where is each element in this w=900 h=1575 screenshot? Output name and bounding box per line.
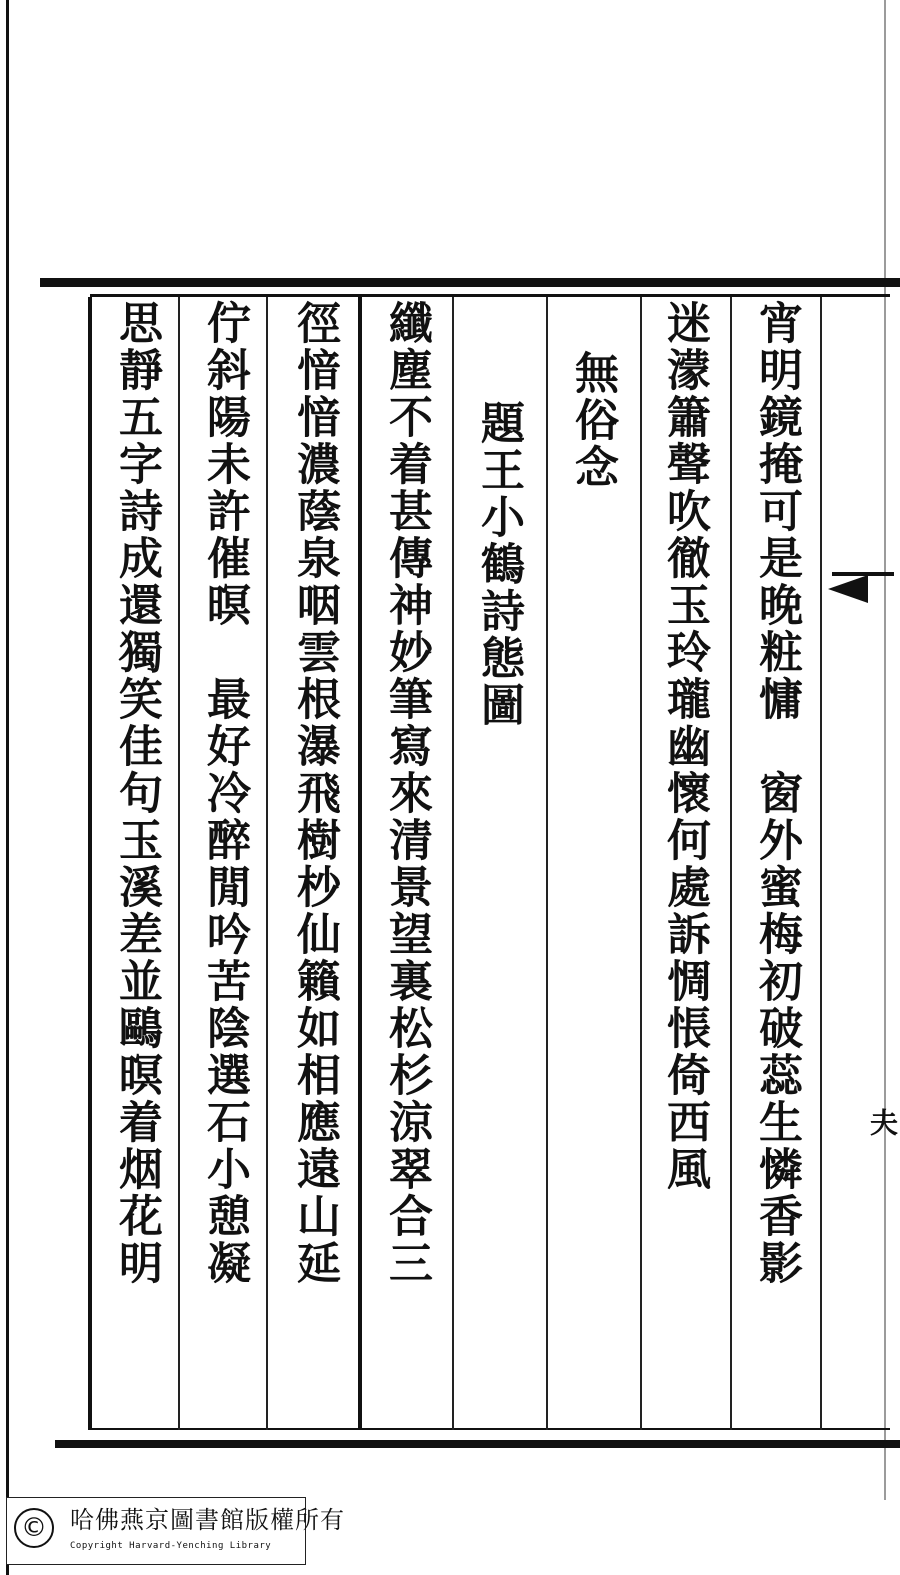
bottom-border-rule bbox=[55, 1440, 900, 1448]
frame-right-line bbox=[820, 297, 822, 1430]
bottom-inner-rule bbox=[90, 1428, 890, 1430]
text-column-6: 徑愔愔濃蔭泉咽雲根瀑飛樹杪仙籟如相應遠山延 bbox=[289, 300, 340, 1287]
column-divider bbox=[546, 297, 548, 1430]
column-divider bbox=[178, 297, 180, 1430]
text-column-1: 宵明鏡掩可是晚粧慵 窗外蜜梅初破蕊生憐香影 bbox=[751, 300, 802, 1287]
text-column-title-poem: 題王小鶴詩態圖 bbox=[473, 400, 524, 729]
column-divider bbox=[266, 297, 268, 1430]
margin-character: 夫 bbox=[866, 1108, 899, 1136]
column-divider bbox=[358, 297, 362, 1430]
column-divider bbox=[730, 297, 732, 1430]
right-edge bbox=[884, 0, 886, 1500]
text-column-8: 思靜五字詩成還獨笑佳句玉溪差並鷗暝着烟花明 bbox=[111, 300, 162, 1287]
copyright-chinese: 哈佛燕京圖書館版權所有 bbox=[70, 1506, 345, 1534]
text-column-title-wu-su-nian: 無俗念 bbox=[567, 350, 618, 491]
top-inner-rule bbox=[90, 294, 890, 297]
fold-tab-rule bbox=[832, 572, 894, 576]
frame-left-line bbox=[88, 297, 92, 1430]
column-divider bbox=[640, 297, 642, 1430]
column-divider bbox=[452, 297, 454, 1430]
text-column-7: 佇斜陽未許催暝 最好冷醉閒吟苦陰選石小憩凝 bbox=[199, 300, 250, 1287]
fold-tab-mark bbox=[828, 575, 868, 603]
copyright-icon: © bbox=[14, 1508, 54, 1548]
binding-edge bbox=[6, 0, 9, 1575]
text-column-2: 迷濛簫聲吹徹玉玲瓏幽懷何處訴惆悵倚西風 bbox=[659, 300, 710, 1193]
text-column-5: 纖塵不着甚傳神妙筆寫來清景望裏松杉涼翠合三 bbox=[381, 300, 432, 1287]
copyright-english: Copyright Harvard-Yenching Library bbox=[70, 1541, 272, 1551]
top-border-rule bbox=[40, 278, 900, 287]
